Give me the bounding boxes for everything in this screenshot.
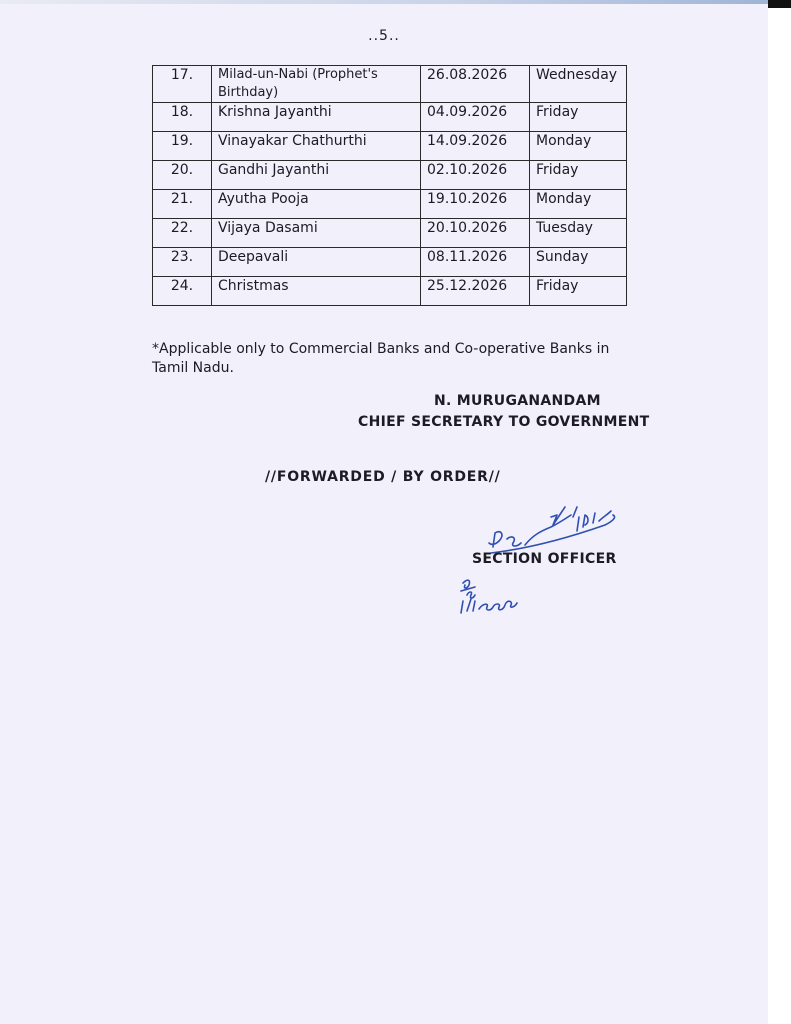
row-number: 22. bbox=[153, 219, 212, 248]
table-row bbox=[153, 161, 627, 190]
table-row bbox=[153, 190, 627, 219]
holiday-name: Ayutha Pooja bbox=[212, 190, 421, 219]
holiday-date: 19.10.2026 bbox=[421, 190, 530, 219]
signatory-name: N. MURUGANANDAM bbox=[434, 393, 601, 409]
holiday-name: Krishna Jayanthi bbox=[212, 103, 421, 132]
holiday-day: Friday bbox=[530, 103, 627, 132]
holiday-date: 08.11.2026 bbox=[421, 248, 530, 277]
signatory-title: CHIEF SECRETARY TO GOVERNMENT bbox=[358, 414, 650, 430]
table-row bbox=[153, 132, 627, 161]
holiday-day: Friday bbox=[530, 277, 627, 306]
holiday-name: Gandhi Jayanthi bbox=[212, 161, 421, 190]
holiday-date: 04.09.2026 bbox=[421, 103, 530, 132]
holiday-day: Wednesday bbox=[530, 66, 627, 103]
forwarded-by-order: //FORWARDED / BY ORDER// bbox=[265, 469, 501, 485]
row-number: 23. bbox=[153, 248, 212, 277]
holiday-day: Monday bbox=[530, 190, 627, 219]
table-row bbox=[153, 219, 627, 248]
page-number: ..5.. bbox=[368, 28, 400, 44]
holiday-name: Vijaya Dasami bbox=[212, 219, 421, 248]
holiday-name: Vinayakar Chathurthi bbox=[212, 132, 421, 161]
holiday-name: Christmas bbox=[212, 277, 421, 306]
row-number: 18. bbox=[153, 103, 212, 132]
row-number: 19. bbox=[153, 132, 212, 161]
holiday-day: Monday bbox=[530, 132, 627, 161]
row-number: 17. bbox=[153, 66, 212, 103]
holiday-date: 02.10.2026 bbox=[421, 161, 530, 190]
holiday-table bbox=[152, 65, 627, 306]
table-row bbox=[153, 66, 627, 103]
holiday-date: 26.08.2026 bbox=[421, 66, 530, 103]
scan-margin bbox=[768, 0, 791, 1024]
holiday-day: Tuesday bbox=[530, 219, 627, 248]
row-number: 21. bbox=[153, 190, 212, 219]
row-number: 20. bbox=[153, 161, 212, 190]
holiday-day: Friday bbox=[530, 161, 627, 190]
section-officer-label: SECTION OFFICER bbox=[472, 551, 617, 567]
holiday-date: 20.10.2026 bbox=[421, 219, 530, 248]
table-row bbox=[153, 277, 627, 306]
scan-corner-mark bbox=[768, 0, 791, 8]
scan-top-band bbox=[0, 0, 768, 4]
holiday-date: 25.12.2026 bbox=[421, 277, 530, 306]
row-number: 24. bbox=[153, 277, 212, 306]
holiday-name: Milad-un-Nabi (Prophet's Birthday) bbox=[212, 66, 421, 103]
footnote: *Applicable only to Commercial Banks and Co-operative Banks in Tamil Nadu. bbox=[152, 341, 610, 376]
holiday-date: 14.09.2026 bbox=[421, 132, 530, 161]
table-row bbox=[153, 248, 627, 277]
holiday-name: Deepavali bbox=[212, 248, 421, 277]
table-row bbox=[153, 103, 627, 132]
holiday-day: Sunday bbox=[530, 248, 627, 277]
